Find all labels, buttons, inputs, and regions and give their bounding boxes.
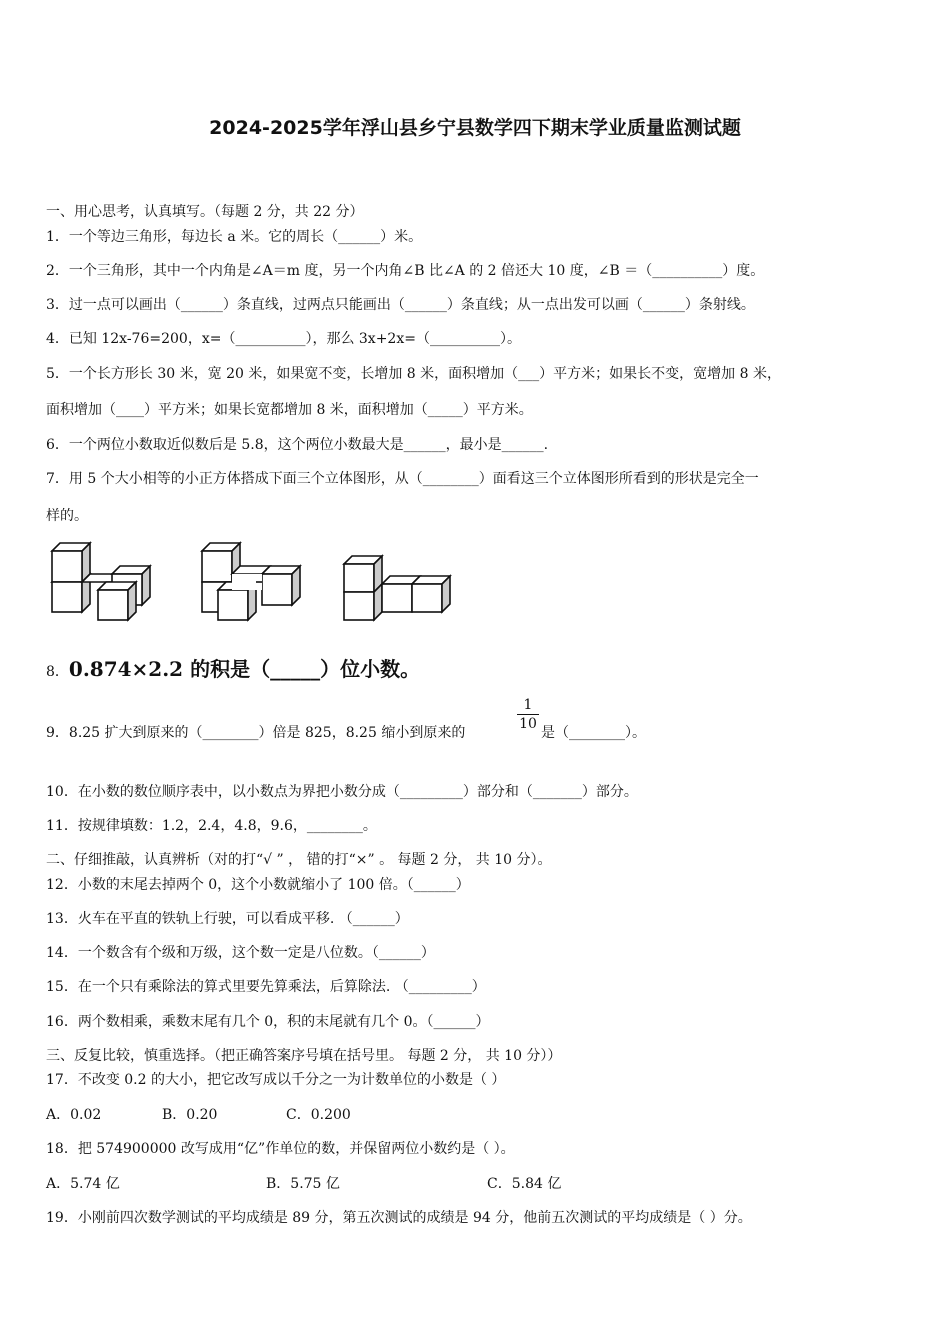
section-3-heading: 三、反复比较，慎重选择。（把正确答案序号填在括号里。 每题 2 分， 共 10 分）） — [46, 1048, 562, 1064]
question-17: 17．不改变 0.2 的大小，把它改写成以千分之一为计数单位的小数是（ ） — [46, 1072, 506, 1088]
question-15: 15．在一个只有乘除法的算式里要先算乘法，后算除法. （_________） — [46, 979, 486, 995]
question-7-line-1: 7．用 5 个大小相等的小正方体搭成下面三个立体图形，从（________）面看这三个立体图形所看到的形状是完全一 — [46, 471, 759, 487]
question-2: 2．一个三角形，其中一个内角是∠A＝m 度，另一个内角∠B 比∠A 的 2 倍还大 10 度，∠B ＝（__________）度。 — [46, 263, 765, 279]
question-18-option-c: C．5.84 亿 — [487, 1176, 562, 1192]
question-12: 12．小数的末尾去掉两个 0，这个小数就缩小了 100 倍。（______） — [46, 877, 470, 893]
question-14: 14．一个数含有个级和万级，这个数一定是八位数。（______） — [46, 945, 435, 961]
section-1-heading: 一、用心思考，认真填写。（每题 2 分，共 22 分） — [46, 204, 364, 220]
question-17-option-a: A．0.02 — [46, 1107, 102, 1123]
question-19: 19．小刚前四次数学测试的平均成绩是 89 分，第五次测试的成绩是 94 分，他前五次测试的平均成绩是（ ）分。 — [46, 1210, 752, 1226]
question-13: 13．火车在平直的铁轨上行驶，可以看成平移. （______） — [46, 911, 409, 927]
question-1: 1．一个等边三角形，每边长 a 米。它的周长（______）米。 — [46, 229, 423, 245]
cube-figure-1 — [52, 543, 150, 620]
question-4: 4．已知 12x-76=200，x=（__________），那么 3x+2x=（__________）。 — [46, 331, 521, 347]
fraction-denominator: 10 — [519, 716, 537, 732]
question-16: 16．两个数相乘，乘数末尾有几个 0，积的末尾就有几个 0。（______） — [46, 1014, 490, 1030]
fraction-one-tenth — [517, 697, 539, 732]
question-17-option-b: B．0.20 — [162, 1107, 218, 1123]
question-8-text: 0.874×2.2 的积是（_____）位小数。 — [68, 657, 421, 681]
cube-figure-3 — [344, 556, 450, 620]
page-title: 2024-2025学年浮山县乡宁县数学四下期末学业质量监测试题 — [209, 117, 741, 139]
question-17-option-c: C．0.200 — [286, 1107, 351, 1123]
section-2-heading: 二、仔细推敲，认真辨析（对的打“√ ” ， 错的打“×” 。 每题 2 分， 共 10 分）。 — [46, 852, 552, 868]
question-18: 18．把 574900000 改写成用“亿”作单位的数，并保留两位小数约是（ ）。 — [46, 1141, 515, 1157]
question-18-option-b: B．5.75 亿 — [266, 1176, 340, 1192]
question-18-option-a: A．5.74 亿 — [46, 1176, 120, 1192]
question-7-line-2: 样的。 — [46, 508, 88, 524]
question-11: 11．按规律填数：1.2，2.4，4.8，9.6，________。 — [46, 818, 377, 834]
fraction-numerator: 1 — [523, 697, 533, 713]
question-3: 3．过一点可以画出（______）条直线，过两点只能画出（______）条直线；从一点出发可以画（______）条射线。 — [46, 297, 755, 313]
fraction-bar — [517, 714, 539, 715]
question-5-line-1: 5．一个长方形长 30 米，宽 20 米，如果宽不变，长增加 8 米，面积增加（___）平方米；如果长不变，宽增加 8 米， — [46, 366, 781, 382]
question-9-pre: 9．8.25 扩大到原来的（________）倍是 825，8.25 缩小到原来的 — [46, 725, 466, 741]
cube-figures — [48, 538, 468, 628]
question-6: 6．一个两位小数取近似数后是 5.8，这个两位小数最大是______，最小是______. — [46, 437, 549, 453]
question-8-number: 8． — [46, 664, 69, 680]
question-10: 10．在小数的数位顺序表中，以小数点为界把小数分成（_________）部分和（_______）部分。 — [46, 784, 638, 800]
question-9-post: 是（________）。 — [541, 725, 646, 741]
question-8 — [46, 657, 421, 681]
question-5-line-2: 面积增加（____）平方米；如果长宽都增加 8 米，面积增加（_____）平方米。 — [46, 402, 533, 418]
cube-figure-2 — [202, 543, 300, 620]
